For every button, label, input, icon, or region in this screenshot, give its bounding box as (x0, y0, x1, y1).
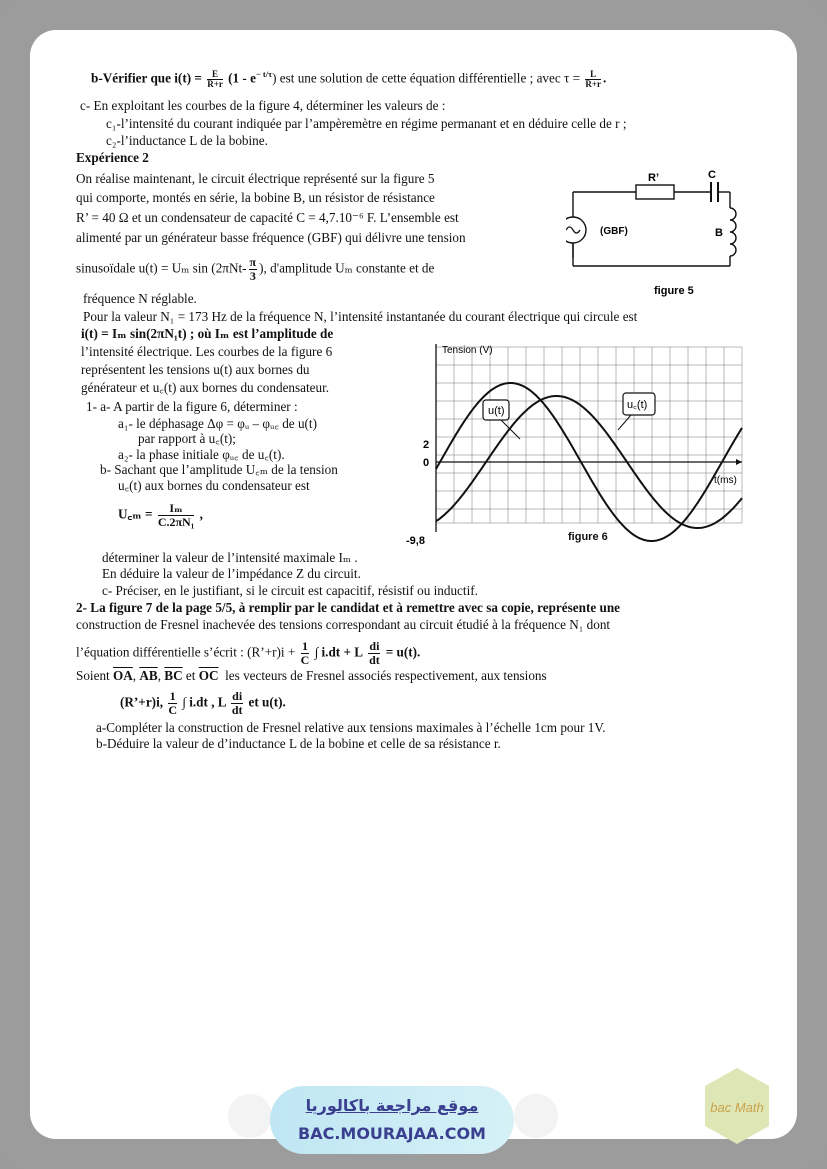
para-line-6: fréquence N réglable. (83, 291, 197, 306)
footer-logo-left (228, 1094, 272, 1138)
para-line-5: sinusoïdale u(t) = Uₘ sin (2πNt- $\frac{\pi}{3}$ ), d'amplitude Uₘ constante et de (76, 255, 435, 283)
question-2-line5: (R’+r)i, $\frac{1}{C}$ ∫ i.dt , L $\frac{di}{dt}$ et u(t). (120, 689, 286, 717)
question-1a1: a₁- le déphasage Δφ = φᵤ – φᵤ꜀ de u(t) (118, 416, 317, 431)
para-line-4: alimenté par un générateur basse fréquence (GBF) qui délivre une tension (76, 230, 466, 245)
question-1b-line3: déterminer la valeur de l’intensité maximale Iₘ . (102, 550, 358, 565)
para-line-10: représentent les tensions u(t) aux bornes du (81, 362, 310, 377)
para-line-9: l’intensité électrique. Les courbes de la figure 6 (81, 344, 333, 359)
generator-icon (566, 217, 586, 243)
question-1b-line4: En déduire la valeur de l’impédance Z du circuit. (102, 566, 361, 581)
label-gbf: (GBF) (600, 226, 628, 237)
y-axis-label: Tension (V) (442, 345, 493, 356)
question-2-line3: l’équation différentielle s’écrit : (R’+r)i + $\frac{1}{C}$ ∫ i.dt + L $\frac{di}{dt}$ = u(t). (76, 639, 421, 667)
x-axis-arrow (736, 459, 742, 465)
question-1c: c- Préciser, en le justifiant, si le circuit est capacitif, résistif ou inductif. (102, 583, 478, 598)
footer-logo-right (514, 1094, 558, 1138)
tick-2: 2 (423, 439, 430, 451)
figure-5-circuit (566, 170, 746, 300)
badge-text: bac Math (710, 1100, 764, 1115)
para-line-2: qui comporte, montés en série, la bobine B, un résistor de résistance (76, 190, 435, 205)
figure-5-caption: figure 5 (654, 285, 694, 297)
para-line-1: On réalise maintenant, le circuit électrique représenté sur la figure 5 (76, 171, 435, 186)
tick-0: 0 (423, 457, 430, 469)
formula-ucm: U꜀ₘ = $\frac{\text{Iₘ}}{\text{C.2πN₁}}$ , (118, 501, 203, 529)
question-2a: a-Compléter la construction de Fresnel relative aux tensions maximales à l’échelle 1cm pour 1V. (96, 720, 606, 735)
figure-6-caption: figure 6 (568, 531, 608, 543)
question-2b: b-Déduire la valeur de d’inductance L de la bobine et celle de sa résistance r. (96, 736, 501, 751)
label-c: C (708, 170, 716, 181)
para-line-8: i(t) = Iₘ sin(2πN₁t) ; où Iₘ est l’amplitude de (81, 326, 334, 341)
question-1a2: a₂- la phase initiale φᵤ꜀ de u꜀(t). (118, 447, 285, 462)
para-line-3: R’ = 40 Ω et un condensateur de capacité C = 4,7.10⁻⁶ F. L’ensemble est (76, 210, 459, 225)
label-b: B (715, 227, 723, 239)
label-u: u(t) (488, 405, 505, 417)
question-1a1-cont: par rapport à u꜀(t); (138, 431, 236, 446)
question-2-line2: construction de Fresnel inachevée des tensions correspondant au circuit étudié à la fréquence N₁ dont (76, 617, 611, 632)
line-b-verify: b-Vérifier que i(t) = $\frac{E}{R+r}$ $(1 - e^{- t/\tau})$ est une solution de cette équation différentielle ; avec τ = $\frac{L}{R+r}$ . (91, 69, 607, 89)
footer-arabic-title: موقع مراجعة باكالوريا (305, 1096, 479, 1115)
resistor-symbol (636, 185, 674, 199)
figure-6-chart (404, 342, 752, 548)
para-line-11: générateur et u꜀(t) aux bornes du condensateur. (81, 380, 330, 395)
question-2-line1: 2- La figure 7 de la page 5/5, à remplir par le candidat et à remettre avec sa copie, représente une (76, 600, 621, 615)
question-2-line4: Soient $\overline{OA}$, $\overline{AB}$, $\overline{BC}$ et $\overline{OC}$ les vecteurs de Fresnel associés respectivement, aux tensions (76, 668, 547, 683)
line-c1: c₁-l’intensité du courant indiquée par l’ampèremètre en régime permanant et en déduire celle de r ; (106, 116, 627, 131)
tick-min: -9,8 (406, 535, 425, 547)
document-page (30, 30, 797, 1139)
label-uc: u꜀(t) (627, 399, 648, 411)
grid (436, 347, 742, 523)
question-1a: 1- a- A partir de la figure 6, déterminer : (86, 399, 298, 414)
para-line-7: Pour la valeur N₁ = 173 Hz de la fréquence N, l’intensité instantanée du courant électrique qui circule est (83, 309, 638, 324)
question-1b-cont: u꜀(t) aux bornes du condensateur est (118, 478, 310, 493)
label-uc-pointer (618, 415, 631, 430)
inductor-coil (730, 208, 736, 256)
footer-banner[interactable] (270, 1086, 514, 1154)
question-1b: b- Sachant que l’amplitude U꜀ₘ de la tension (100, 462, 338, 477)
footer-url[interactable]: BAC.MOURAJAA.COM (298, 1124, 486, 1143)
bac-math-badge (697, 1066, 777, 1146)
x-axis-label: t(ms) (714, 475, 737, 486)
label-r: R’ (648, 172, 659, 184)
heading-experience-2: Expérience 2 (76, 150, 149, 165)
line-c-exploit: c- En exploitant les courbes de la figure 4, déterminer les valeurs de : (80, 98, 446, 113)
line-c2: c₂-l’inductance L de la bobine. (106, 133, 268, 148)
